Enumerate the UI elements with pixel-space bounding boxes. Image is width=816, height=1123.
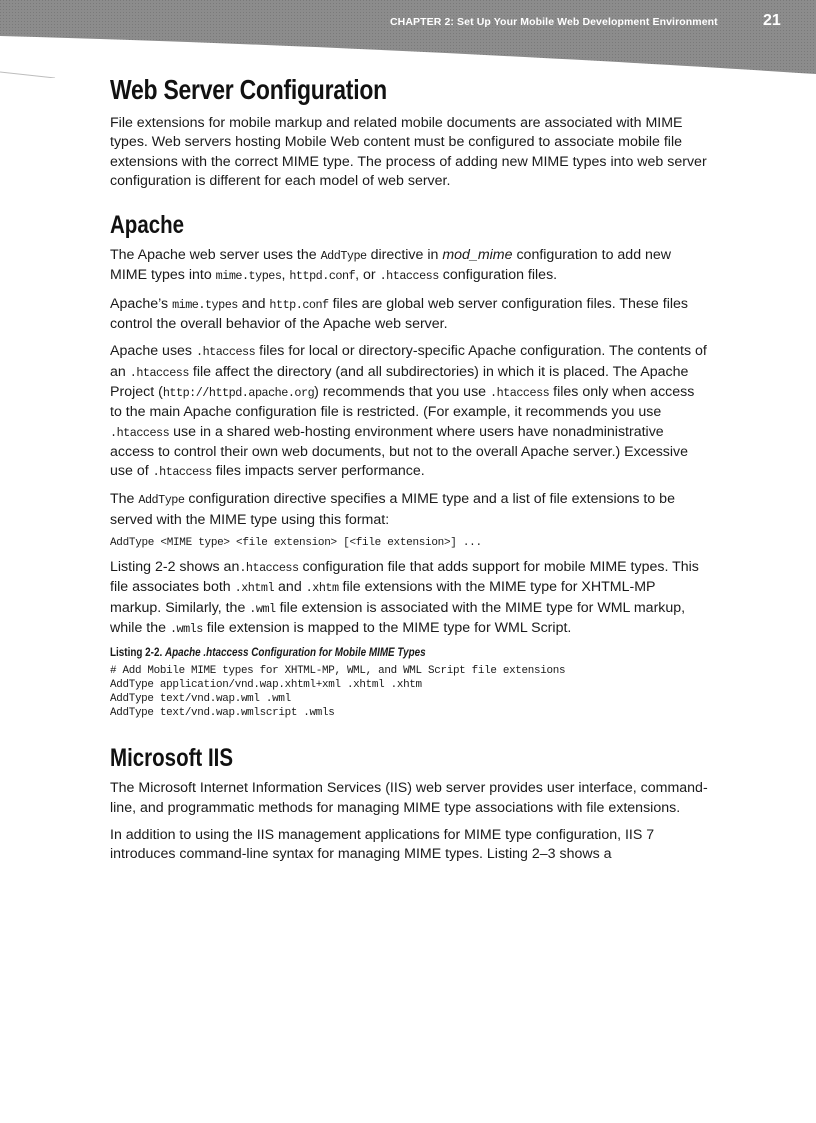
apache-paragraph-2: Apache’s mime.types and http.conf files are global web server configuration files. These files control the overall behavior of the Apache web server. (110, 295, 688, 333)
listing-line: AddType application/vnd.wap.xhtml+xml .xhtml .xhtm (110, 679, 422, 692)
code-listing (110, 665, 710, 720)
listing-caption (110, 647, 626, 659)
listing-line: AddType text/vnd.wap.wml .wml (110, 692, 291, 705)
addtype-syntax-line: AddType <MIME type> <file extension> [<file extension>] ... (110, 537, 482, 550)
listing-line: AddType text/vnd.wap.wmlscript .wmls (110, 706, 335, 719)
listing-line: # Add Mobile MIME types for XHTML-MP, WML, and WML Script file extensions (110, 665, 566, 678)
iis-paragraph-1: The Microsoft Internet Information Services (IIS) web server provides user interface, command-line, and programmatic methods for managing MIME type associations with file extensions. (110, 780, 708, 816)
page-number: 21 (763, 12, 781, 29)
section-title-apache: Apache (110, 211, 185, 240)
apache-paragraph-3: Apache uses .htaccess files for local or directory-specific Apache configuration. The contents of an .htaccess file affect the directory (and all subdirectories) in which it is placed. The Apache Project (http://httpd.apache.org) recommends that you use .htaccess files only when access to the main Apache configuration file is restricted. (For example, it recommends you use .htaccess use in a shared web-hosting environment where users have nonadministrative access to control their own web documents, but not to the overall Apache server.) Excessive use of .htaccess files impacts server performance. (110, 343, 707, 480)
iis-paragraph-2: In addition to using the IIS management applications for MIME type configuration, IIS 7 introduces command-line syntax for managing MIME types. Listing 2–3 shows a (110, 827, 655, 863)
listing-label: Listing 2-2. (110, 647, 163, 660)
apache-paragraph-4: The AddType configuration directive specifies a MIME type and a list of file extensions to be served with the MIME type using this format: (110, 491, 675, 528)
listing-title: Apache .htaccess Configuration for Mobile MIME Types (164, 647, 426, 660)
running-head (390, 16, 718, 28)
chapter-header-band (0, 0, 816, 78)
chapter-label: CHAPTER 2: (390, 16, 455, 28)
apache-paragraph-5: Listing 2-2 shows an.htaccess configuration file that adds support for mobile MIME types. This file associates both .xhtml and .xhtm file extensions with the MIME type for XHTML-MP markup. Similarly, the .wml file extension is associated with the MIME type for WML markup, while the .wmls file extension is mapped to the MIME type for WML Script. (110, 559, 699, 636)
chapter-title: Set Up Your Mobile Web Development Environment (457, 16, 718, 28)
header-band-shape (0, 0, 816, 78)
web-server-intro-paragraph: File extensions for mobile markup and related mobile documents are associated with MIME types. Web servers hosting Mobile Web content must be configured to associate mobile file extensions with the correct MIME type. The process of adding new MIME types into web server configuration is different for each model of web server. (110, 115, 707, 189)
apache-paragraph-1: The Apache web server uses the AddType directive in mod_mime configuration to add new MIME types into mime.types, httpd.conf, or .htaccess configuration files. (110, 247, 672, 284)
section-title-web-server: Web Server Configuration (110, 74, 387, 105)
page-content (110, 74, 710, 873)
section-title-microsoft-iis: Microsoft IIS (110, 744, 234, 773)
